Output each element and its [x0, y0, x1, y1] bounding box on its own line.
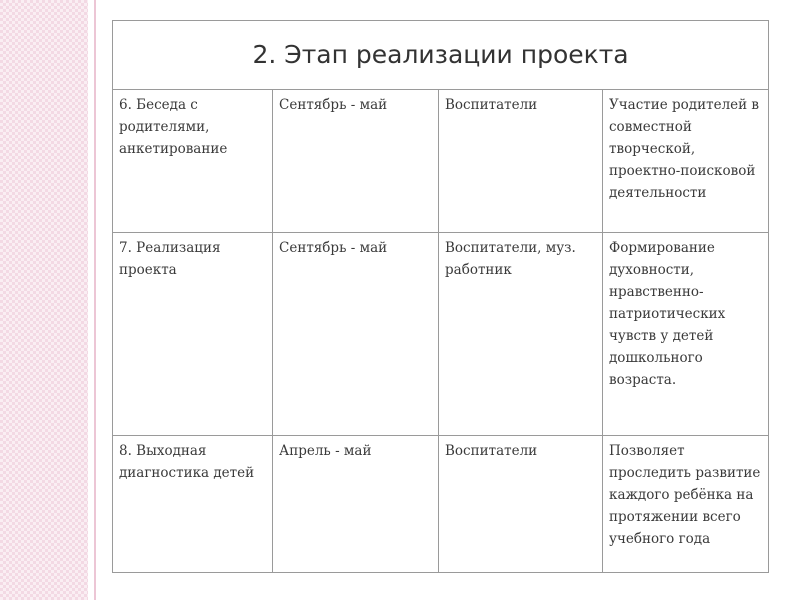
- decorative-side-pattern: [0, 0, 88, 600]
- table-title: 2. Этап реализации проекта: [113, 21, 769, 90]
- table-header-row: [113, 21, 769, 90]
- table-row: [113, 90, 769, 233]
- table-row: [113, 233, 769, 436]
- activity-cell: 6. Беседа с родителями, анкетирование: [113, 90, 273, 233]
- responsible-cell: Воспитатели, муз. работник: [439, 233, 603, 436]
- period-cell: Сентябрь - май: [273, 233, 439, 436]
- table-row: [113, 436, 769, 573]
- activity-cell: 7. Реализация проекта: [113, 233, 273, 436]
- activity-cell: 8. Выходная диагностика детей: [113, 436, 273, 573]
- result-cell: Участие родителей в совместной творческой, проектно-поисковой деятельности: [603, 90, 769, 233]
- responsible-cell: Воспитатели: [439, 436, 603, 573]
- result-cell: Формирование духовности, нравственно-патриотических чувств у детей дошкольного возраста.: [603, 233, 769, 436]
- responsible-cell: Воспитатели: [439, 90, 603, 233]
- period-cell: Апрель - май: [273, 436, 439, 573]
- project-stage-table: [112, 20, 769, 573]
- decorative-side-line: [94, 0, 96, 600]
- result-cell: Позволяет проследить развитие каждого ребёнка на протяжении всего учебного года: [603, 436, 769, 573]
- period-cell: Сентябрь - май: [273, 90, 439, 233]
